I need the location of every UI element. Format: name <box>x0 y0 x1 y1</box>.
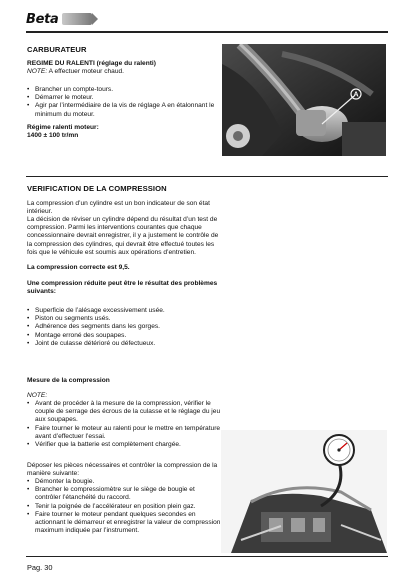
list-item: • Joint de culasse détérioré ou défectueux. <box>27 340 222 348</box>
list-item: • Montage erroné des soupapes. <box>27 332 222 340</box>
header-rule <box>26 31 388 33</box>
list-item: • Tenir la poignée de l’accélérateur en position plein gaz. <box>27 503 222 511</box>
list-item: • Démarrer le moteur. <box>27 94 217 102</box>
mesure-notes <box>27 400 222 449</box>
list-item: • Faire tourner le moteur au ralenti pour le mettre en température avant d’effectuer l’essai. <box>27 425 222 441</box>
list-item: • Démonter la bougie. <box>27 478 222 486</box>
compression-para2: La décision de réviser un cylindre dépend du résultat d’un test de compression. Parmi les interventions courantes que chaque concessionnaire devrait enregistrer, il y a justement le contrôle de la compression des cylindres, qui devrait être effectué toutes les fois que le véhicule est soumis aux opérations d’entretien. <box>27 216 219 256</box>
beta-logo-mark-icon <box>62 13 92 25</box>
regime-value: 1400 ± 100 tr/mn <box>27 132 79 139</box>
list-item: • Adhérence des segments dans les gorges. <box>27 323 222 331</box>
mesure-note-label: NOTE: <box>27 392 48 399</box>
list-item: • Piston ou segments usés. <box>27 315 222 323</box>
note-text: A effectuer moteur chaud. <box>47 68 125 75</box>
photo-callout-a: A <box>353 91 359 99</box>
note-chaud <box>27 68 124 76</box>
list-item: • Brancher le compressiomètre sur le siège de bougie et contrôler l’étanchéité du raccord. <box>27 486 222 502</box>
brand-name: Beta <box>26 11 59 27</box>
mesure-steps <box>27 478 222 535</box>
compression-correct: La compression correcte est 9,5. <box>27 264 130 271</box>
subtitle-mesure: Mesure de la compression <box>27 377 110 384</box>
section-divider <box>26 176 388 177</box>
regime-label: Régime ralenti moteur: <box>27 124 99 131</box>
compression-gauge-photo <box>221 430 387 553</box>
list-item: • Faire tourner le moteur pendant quelques secondes en actionnant le démarreur et enregistrer la valeur de compression maximum indiquée par l’instrument. <box>27 511 222 536</box>
note-label: NOTE: <box>27 68 48 75</box>
list-item: • Superficie de l’alésage excessivement usée. <box>27 307 222 315</box>
subtitle-ralenti: REGIME DU RALENTI (réglage du ralenti) <box>27 60 156 67</box>
compression-reduced: Une compression réduite peut être le résultat des problèmes suivants: <box>27 280 218 296</box>
list-item: • Avant de procéder à la mesure de la compression, vérifier le couple de serrage des écrous de la culasse et le réglage du jeu aux soupapes. <box>27 400 222 425</box>
list-item: • Brancher un compte-tours. <box>27 86 217 94</box>
list-item: • Agir par l’intermédiaire de la vis de réglage A en étalonnant le minimum du moteur. <box>27 102 217 118</box>
ralenti-steps <box>27 86 217 119</box>
compression-causes <box>27 307 222 348</box>
compression-para1: La compression d’un cylindre est un bon indicateur de son état intérieur. <box>27 200 210 216</box>
list-item: • Vérifier que la batterie est complètement chargée. <box>27 441 222 449</box>
page-number: Pag. 30 <box>27 563 53 572</box>
compression-gauge-illustration <box>221 430 387 553</box>
section-title-carburateur: CARBURATEUR <box>27 45 87 54</box>
carburetor-photo <box>222 44 386 156</box>
mesure-intro: Déposer les pièces nécessaires et contrôler la compression de la manière suivante: <box>27 462 218 478</box>
footer-rule <box>26 556 388 557</box>
section-title-compression: VERIFICATION DE LA COMPRESSION <box>27 184 167 193</box>
brand-logo <box>26 10 92 28</box>
carburetor-illustration <box>222 44 386 156</box>
